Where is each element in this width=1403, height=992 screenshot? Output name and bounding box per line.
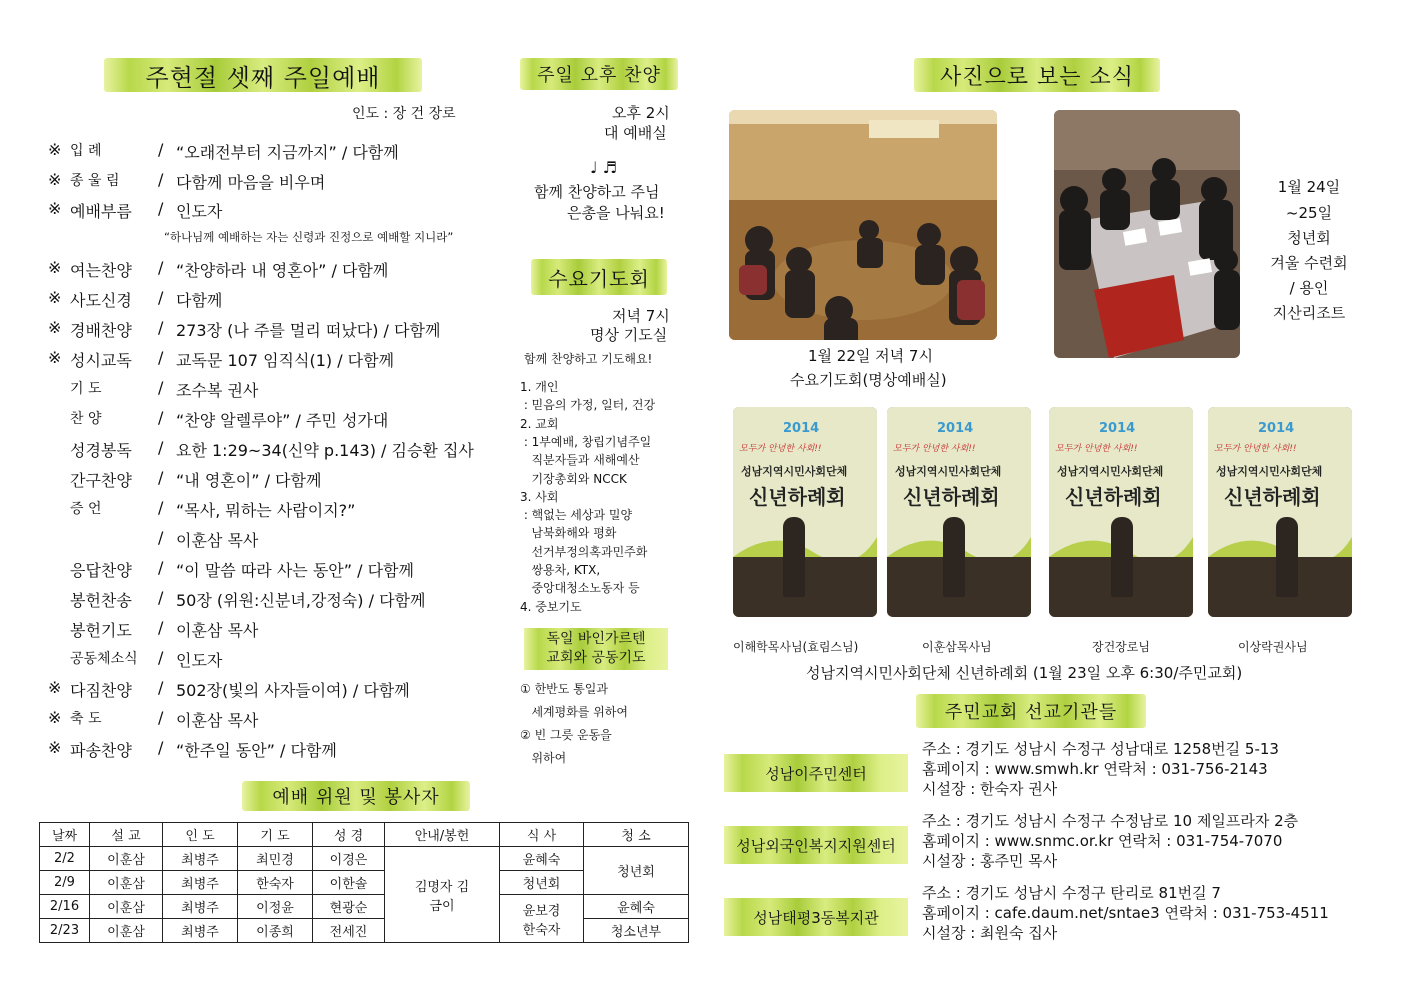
order-item [48, 558, 414, 581]
afternoon-message-1: 함께 찬양하고 주님 [534, 183, 660, 201]
order-item [48, 528, 258, 551]
order-separator: / [158, 528, 164, 547]
order-value: “찬양 알렐루야” / 주민 성가대 [176, 411, 389, 430]
cell: 청년회 [500, 871, 584, 895]
order-name: 축 도 [70, 711, 102, 727]
mission-head: 시설장 : 한숙자 권사 [922, 780, 1058, 798]
cell: 윤혜숙 [500, 847, 584, 871]
order-item [48, 738, 337, 761]
cell: 이훈삼 [90, 919, 163, 943]
order-mark: ※ [48, 708, 62, 727]
mission-addr: 주소 : 경기도 성남시 수정구 성남대로 1258번길 5-13 [922, 740, 1279, 758]
staff-table [39, 822, 689, 943]
order-value: “한주일 동안” / 다함께 [176, 741, 337, 760]
order-separator: / [158, 288, 164, 307]
prayer-item: : 믿음의 가정, 일터, 건강 [520, 398, 656, 413]
speaker-figure [1111, 517, 1133, 597]
prayer-item: 남북화해와 평화 [520, 526, 617, 541]
order-name: 입 례 [70, 143, 102, 159]
cell: 윤혜숙 [584, 895, 689, 919]
order-separator: / [158, 678, 164, 697]
order-name: 증 언 [70, 501, 102, 517]
worship-leader: 인도 : 장 건 장로 [352, 106, 456, 122]
wed-time: 저녁 7시 [612, 307, 670, 325]
banner-year: 2014 [1099, 421, 1136, 436]
mission-web: 홈페이지 : www.smwh.kr 연락처 : 031-756-2143 [922, 760, 1268, 778]
mission-head: 시설장 : 홍주민 목사 [922, 852, 1058, 870]
cell: 전세진 [313, 919, 385, 943]
order-value: 다함께 [176, 291, 223, 310]
order-item [48, 318, 440, 341]
wed-photo-caption-2: 수요기도회(명상예배실) [790, 371, 947, 389]
order-value: 인도자 [176, 651, 223, 670]
order-mark [48, 588, 70, 611]
banner-slogan: 모두가 안녕한 사회!! [1214, 444, 1297, 454]
order-separator: / [158, 408, 164, 427]
banner-year: 2014 [1258, 421, 1295, 436]
cell: 최민경 [238, 847, 313, 871]
order-name: 경배찬양 [70, 321, 132, 340]
order-mark: ※ [48, 738, 62, 757]
order-item [48, 648, 222, 671]
wed-prayer-photo [729, 110, 997, 340]
order-mark [48, 408, 70, 431]
order-value: 502장(빛의 사자들이여) / 다함께 [176, 681, 410, 700]
order-value: “이 말씀 따라 사는 동안” / 다함께 [176, 561, 414, 580]
prayer-item: 중앙대청소노동자 등 [520, 581, 640, 596]
order-mark: ※ [48, 140, 62, 159]
prayer-item: 1. 개인 [520, 380, 559, 394]
col-date: 날짜 [40, 823, 90, 847]
order-item [48, 378, 258, 401]
order-separator: / [158, 648, 164, 667]
afternoon-praise-title: 주일 오후 찬양 [520, 58, 678, 90]
order-value: 이훈삼 목사 [176, 621, 259, 640]
cell: 이한솔 [313, 871, 385, 895]
order-item [48, 708, 258, 731]
speaker-figure [1276, 517, 1298, 597]
order-separator: / [158, 588, 164, 607]
order-name: 여는찬양 [70, 261, 132, 280]
order-mark [48, 618, 70, 641]
order-item [48, 288, 222, 311]
order-separator: / [158, 618, 164, 637]
prayer-item: 2. 교회 [520, 416, 559, 431]
banner-slogan: 모두가 안녕한 사회!! [1055, 444, 1138, 454]
banner-event: 신년하례회 [1224, 485, 1321, 509]
retreat-caption-line: 지산리조트 [1272, 304, 1346, 322]
event-photo [1049, 407, 1193, 617]
order-name: 기 도 [70, 381, 102, 397]
mission-addr: 주소 : 경기도 성남시 수정구 탄리로 81번길 7 [922, 884, 1221, 902]
wed-prayer-title: 수요기도회 [531, 259, 667, 295]
col-clean: 청 소 [584, 823, 689, 847]
cell: 윤보경 한숙자 [500, 895, 584, 943]
order-mark [48, 438, 70, 461]
wed-photo-caption-1: 1월 22일 저녁 7시 [808, 347, 933, 365]
order-value: “내 영혼이” / 다함께 [176, 471, 322, 490]
cell: 2/23 [40, 919, 90, 943]
mission-addr: 주소 : 경기도 성남시 수정구 수정남로 10 제일프라자 2층 [922, 812, 1299, 830]
news-title: 사진으로 보는 소식 [914, 58, 1160, 92]
order-separator: / [158, 170, 164, 189]
speaker-name: 장건장로님 [1092, 640, 1150, 654]
wed-place: 명상 기도실 [590, 326, 668, 344]
order-value: 다함께 마음을 비우며 [176, 173, 326, 192]
germany-prayer-item: ② 빈 그릇 운동을 [520, 728, 612, 742]
banner-event: 신년하례회 [903, 485, 1000, 509]
banner-org: 성남지역시민사회단체 [895, 465, 1002, 478]
prayer-item: 직분자들과 새해예산 [520, 453, 640, 468]
event-photo [887, 407, 1031, 617]
order-mark: ※ [48, 348, 62, 367]
order-name: 응답찬양 [70, 561, 132, 580]
germany-prayer-title [524, 628, 668, 670]
event-caption: 성남지역시민사회단체 신년하례회 (1월 23일 오후 6:30/주민교회) [806, 664, 1243, 682]
prayer-item: 쌍용차, KTX, [520, 563, 601, 577]
cell: 이경은 [313, 847, 385, 871]
order-name [70, 528, 158, 551]
banner-year: 2014 [937, 421, 974, 436]
mission-name: 성남태평3동복지관 [724, 898, 908, 936]
banner-org: 성남지역시민사회단체 [1216, 465, 1323, 478]
retreat-caption-line: 청년회 [1287, 229, 1331, 247]
order-value: “목사, 뭐하는 사람이지?” [176, 501, 356, 520]
retreat-caption-line: 겨울 수련회 [1270, 254, 1348, 272]
order-value: 교독문 107 임직식(1) / 다함께 [176, 351, 395, 370]
cell: 이훈삼 [90, 871, 163, 895]
germany-prayer-item: ① 한반도 통일과 [520, 682, 608, 696]
order-mark [48, 558, 70, 581]
banner-slogan: 모두가 안녕한 사회!! [893, 444, 976, 454]
order-separator: / [158, 738, 164, 757]
prayer-item: 기장총회와 NCCK [520, 471, 627, 486]
col-bible: 성 경 [313, 823, 385, 847]
order-name: 파송찬양 [70, 741, 132, 760]
order-separator: / [158, 140, 164, 159]
order-value: 이훈삼 목사 [176, 711, 259, 730]
cell: 현광순 [313, 895, 385, 919]
order-separator: / [158, 258, 164, 277]
music-notes-icon: ♩ ♬ [590, 158, 617, 177]
order-value: 이훈삼 목사 [176, 531, 259, 550]
mission-head: 시설장 : 최원숙 집사 [922, 924, 1058, 942]
mission-web: 홈페이지 : www.snmc.or.kr 연락처 : 031-754-7070 [922, 832, 1283, 850]
cell: 2/16 [40, 895, 90, 919]
germany-prayer-item: 위하여 [520, 751, 567, 765]
order-name: 종 울 림 [70, 173, 120, 189]
table-row [40, 895, 689, 919]
order-separator: / [158, 558, 164, 577]
order-separator: / [158, 378, 164, 397]
speaker-name: 이상락권사님 [1238, 640, 1308, 654]
retreat-caption-line: / 용인 [1289, 279, 1329, 297]
order-mark: ※ [48, 318, 62, 337]
order-name: 간구찬양 [70, 471, 132, 490]
order-mark [48, 378, 70, 401]
order-separator: / [158, 348, 164, 367]
cell: 이훈삼 [90, 895, 163, 919]
table-row [40, 847, 689, 871]
col-sermon: 설 교 [90, 823, 163, 847]
prayer-item: 선거부정의혹과민주화 [520, 544, 648, 559]
event-photo [733, 407, 877, 617]
cell: 이정윤 [238, 895, 313, 919]
order-value: 요한 1:29~34(신약 p.143) / 김승환 집사 [176, 441, 474, 460]
col-prayer: 기 도 [238, 823, 313, 847]
speaker-figure [783, 517, 805, 597]
order-mark: ※ [48, 288, 62, 307]
banner-org: 성남지역시민사회단체 [1057, 465, 1164, 478]
order-separator: / [158, 708, 164, 727]
order-item [48, 438, 474, 461]
prayer-item: 4. 중보기도 [520, 599, 582, 614]
prayer-item: : 1부예배, 창립기념주일 [520, 434, 652, 449]
order-name: 성시교독 [70, 351, 132, 370]
mission-name: 성남외국인복지지원센터 [724, 826, 908, 864]
germany-prayer-item: 세계평화를 위하여 [520, 705, 628, 719]
order-mark [48, 498, 70, 521]
order-value: 인도자 [176, 202, 223, 221]
order-separator: / [158, 498, 164, 517]
cell: 2/9 [40, 871, 90, 895]
order-name: 찬 양 [70, 411, 102, 427]
cell: 청소년부 [584, 919, 689, 943]
cell: 최병주 [163, 871, 238, 895]
cell: 청년회 [584, 847, 689, 895]
mission-name: 성남이주민센터 [724, 754, 908, 792]
germany-title-line1: 독일 바인가르텐 [546, 631, 646, 647]
order-item [48, 199, 222, 222]
retreat-caption-line: 1월 24일 [1277, 178, 1341, 196]
order-separator: / [158, 468, 164, 487]
germany-title-line2: 교회와 공동기도 [546, 650, 646, 666]
banner-year: 2014 [783, 421, 820, 436]
cell-usher: 김명자 김금이 [385, 847, 500, 943]
afternoon-place: 대 예배실 [604, 124, 667, 142]
prayer-item: 3. 사회 [520, 489, 559, 504]
speaker-name: 이해학목사님(효림스님) [733, 640, 859, 654]
order-item [48, 498, 355, 521]
col-meal: 식 사 [500, 823, 584, 847]
table-header-row [40, 823, 689, 847]
order-item [48, 618, 258, 641]
cell: 최병주 [163, 847, 238, 871]
mission-title: 주민교회 선교기관들 [916, 694, 1146, 728]
banner-event: 신년하례회 [1065, 485, 1162, 509]
order-item [48, 140, 399, 163]
prayer-item: : 핵없는 세상과 밀양 [520, 508, 633, 523]
col-lead: 인 도 [163, 823, 238, 847]
speaker-figure [943, 517, 965, 597]
order-value: 조수복 권사 [176, 381, 259, 400]
order-item [48, 678, 410, 701]
afternoon-time: 오후 2시 [612, 104, 670, 122]
afternoon-message-2: 은총을 나눠요! [567, 204, 665, 222]
order-value: 273장 (나 주를 멀리 떠났다) / 다함께 [176, 321, 441, 340]
speaker-name: 이훈삼목사님 [922, 640, 992, 654]
order-mark: ※ [48, 199, 62, 218]
order-separator: / [158, 438, 164, 457]
order-value: 50장 (위원:신분녀,강정숙) / 다함께 [176, 591, 426, 610]
order-item [48, 468, 321, 491]
banner-slogan: 모두가 안녕한 사회!! [739, 444, 822, 454]
order-name: 사도신경 [70, 291, 132, 310]
order-separator: / [158, 199, 164, 218]
order-name: 공동체소식 [70, 651, 138, 667]
order-item [48, 348, 394, 371]
order-value: “오래전부터 지금까지” / 다함께 [176, 143, 399, 162]
worship-title: 주현절 셋째 주일예배 [104, 58, 422, 92]
mission-web: 홈페이지 : cafe.daum.net/sntae3 연락처 : 031-753-4511 [922, 904, 1329, 922]
table-row [40, 919, 689, 943]
order-item [48, 170, 325, 193]
col-usher: 안내/봉헌 [385, 823, 500, 847]
cell: 한숙자 [238, 871, 313, 895]
event-photo [1208, 407, 1352, 617]
cell: 최병주 [163, 895, 238, 919]
cell: 최병주 [163, 919, 238, 943]
call-verse: “하나님께 예배하는 자는 신령과 진정으로 예배할 지니라” [164, 230, 454, 244]
order-value: “찬양하라 내 영혼아” / 다함께 [176, 261, 389, 280]
order-mark [48, 468, 70, 491]
cell: 2/2 [40, 847, 90, 871]
order-name: 다짐찬양 [70, 681, 132, 700]
order-mark: ※ [48, 258, 62, 277]
cell: 이종희 [238, 919, 313, 943]
cell: 이훈삼 [90, 847, 163, 871]
order-item [48, 258, 388, 281]
order-name: 봉헌찬송 [70, 591, 132, 610]
banner-event: 신년하례회 [749, 485, 846, 509]
order-name: 예배부름 [70, 202, 132, 221]
order-name: 봉헌기도 [70, 621, 132, 640]
order-item [48, 588, 425, 611]
banner-org: 성남지역시민사회단체 [741, 465, 848, 478]
order-mark [48, 648, 70, 671]
order-mark: ※ [48, 170, 62, 189]
order-name: 성경봉독 [70, 441, 132, 460]
order-separator: / [158, 318, 164, 337]
order-item [48, 408, 388, 431]
retreat-caption-line: ~25일 [1285, 204, 1333, 222]
staff-title: 예배 위원 및 봉사자 [242, 781, 470, 811]
wed-message: 함께 찬양하고 기도해요! [524, 352, 653, 366]
order-mark: ※ [48, 678, 62, 697]
youth-retreat-photo [1054, 110, 1240, 358]
order-mark [48, 528, 70, 551]
